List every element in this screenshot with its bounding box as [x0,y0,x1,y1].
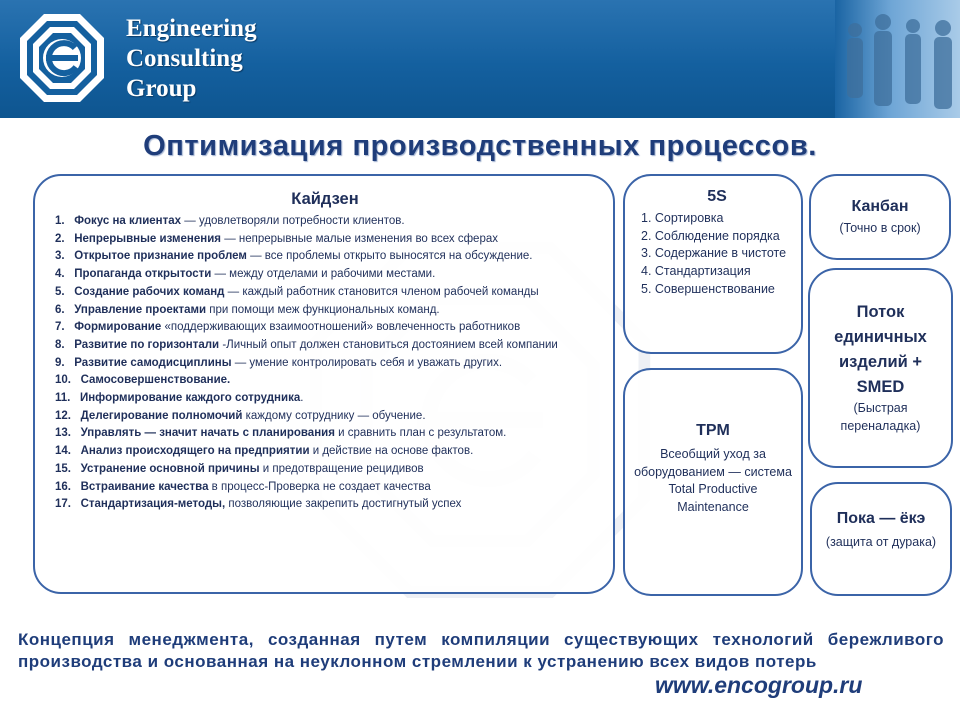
kaizen-item [55,443,595,461]
kaizen-item-text: . [300,392,304,405]
tpm-text: Всеобщий уход за оборудованием — система Total Productive Maintenance [634,447,792,515]
company-line-1: Engineering [126,15,257,42]
kaizen-item-text: — все проблемы открыто выносятся на обсуждение. [246,250,533,263]
kaizen-item-heading: Анализ происходящего на предприятии [80,445,310,458]
kaizen-item-heading: Самосовершенствование. [80,374,231,387]
kaizen-item-number: 8. [55,338,65,351]
kaizen-item [55,479,595,497]
5s-item: 4. Стандартизация [641,264,751,279]
kaizen-item-heading: Фокус на клиентах [74,215,182,227]
flow-title: Поток единичных изделий + SMED [834,303,927,396]
kanban-box [809,174,951,260]
footer-concept-text: Концепция менеджмента, созданная путем компиляции существующих технологий бережливого производства и основанная на неуклонном стремлении к устранению всех видов потерь [18,630,944,671]
kaizen-item-heading: Непрерывные изменения [74,232,221,245]
kaizen-item-heading: Делегирование полномочий [80,409,243,422]
5s-box [623,174,803,354]
kaizen-item-text: и сравнить план с результатом. [334,427,507,440]
kaizen-item-text: и действие на основе фактов. [309,445,474,458]
kaizen-item-heading: Устранение основной причины [80,462,260,475]
kaizen-item [55,355,595,373]
poka-subtitle: (защита от дурака) [825,535,937,549]
kaizen-item [55,302,595,320]
website-link[interactable]: www.encogroup.ru [655,672,863,698]
kaizen-item-heading: Стандартизация-методы, [80,498,226,511]
kaizen-item-heading: Развитие по горизонтали [74,338,220,351]
company-line-3: Group [126,75,197,102]
kaizen-item [55,337,595,355]
kaizen-item-heading: Управлять — значит начать с планирования [80,427,335,440]
kaizen-item-heading: Формирование [74,321,162,334]
kaizen-title: Кайдзен [291,190,359,208]
kaizen-item-heading: Развитие самодисциплины [74,356,232,369]
kaizen-item-number: 5. [55,285,65,298]
kaizen-item-text: «поддерживающих взаимоотношений» вовлеченность работников [161,321,521,334]
kaizen-item-text: — между отделами и рабочими местами. [211,268,436,281]
kaizen-item [55,248,595,266]
5s-item: 3. Содержание в чистоте [641,246,787,261]
poka-title: Пока — ёкэ [836,510,926,527]
5s-item: 5. Совершенствование [641,281,775,296]
page-title: Оптимизация производственных процессов. [143,130,817,162]
kaizen-item-text: каждому сотруднику — обучение. [242,409,426,422]
kaizen-item-text: и предотвращение рецидивов [259,462,424,475]
kaizen-item-number: 15. [55,462,71,475]
kanban-subtitle: (Точно в срок) [839,221,921,235]
kaizen-item-number: 12. [55,409,71,422]
5s-title: 5S [707,188,727,205]
kaizen-item-heading: Информирование каждого сотрудника [79,392,301,405]
kaizen-item [55,266,595,284]
kaizen-item [55,408,595,426]
5s-item: 1. Сортировка [641,211,724,225]
kaizen-item-text: позволяющие закрепить достигнутый успех [225,498,462,511]
5s-item: 2. Соблюдение порядка [641,228,780,243]
kaizen-list [55,213,595,514]
single-piece-flow-box [808,268,953,468]
kaizen-item-number: 7. [55,321,65,334]
kaizen-item-heading: Встраивание качества [80,480,209,493]
company-line-2: Consulting [126,45,243,72]
kaizen-item-text: — умение контролировать себя и уважать других. [231,356,503,369]
kaizen-item [55,284,595,302]
kaizen-item-number: 16. [55,480,71,493]
kaizen-item-text: — удовлетворяли потребности клиентов. [181,215,405,227]
kaizen-item-heading: Создание рабочих команд [74,285,225,298]
kaizen-item [55,231,595,249]
kaizen-item-heading: Пропаганда открытости [74,268,212,281]
poka-yoke-box [810,482,952,596]
kaizen-item [55,461,595,479]
kaizen-item-number: 2. [55,232,65,245]
kaizen-item-text: — каждый работник становится членом рабочей команды [224,285,539,298]
kaizen-item [55,372,595,390]
business-people-photo [835,0,960,118]
kaizen-item [55,213,595,231]
kaizen-item-number: 9. [55,356,65,369]
kanban-title: Канбан [851,198,909,215]
kaizen-item-number: 10. [55,374,71,387]
kaizen-item-number: 1. [55,215,65,227]
kaizen-item-number: 4. [55,268,65,281]
kaizen-box [33,174,615,594]
kaizen-item [55,319,595,337]
kaizen-item-number: 17. [55,498,71,511]
kaizen-item-number: 14. [55,445,71,458]
header-banner [0,0,960,118]
tpm-title: TPM [696,422,730,439]
kaizen-item [55,496,595,514]
kaizen-item-text: в процесс-Проверка не создает качества [208,480,431,493]
kaizen-item-text: — непрерывные малые изменения во всех сферах [221,232,498,245]
company-logo [18,12,106,104]
kaizen-item-heading: Открытое признание проблем [74,250,247,263]
kaizen-item-text: при помощи меж функциональных команд. [206,303,440,316]
kaizen-item-number: 6. [55,303,65,316]
kaizen-item-number: 13. [55,427,71,440]
kaizen-item [55,390,595,408]
kaizen-item [55,425,595,443]
kaizen-item-number: 3. [55,250,65,263]
kaizen-item-text: -Личный опыт должен становиться достоянием всей компании [219,338,558,351]
flow-subtitle: (Быстрая переналадка) [840,401,921,433]
tpm-box [623,368,803,596]
kaizen-item-number: 11. [55,392,71,405]
kaizen-item-heading: Управление проектами [74,303,207,316]
company-name [126,14,257,104]
